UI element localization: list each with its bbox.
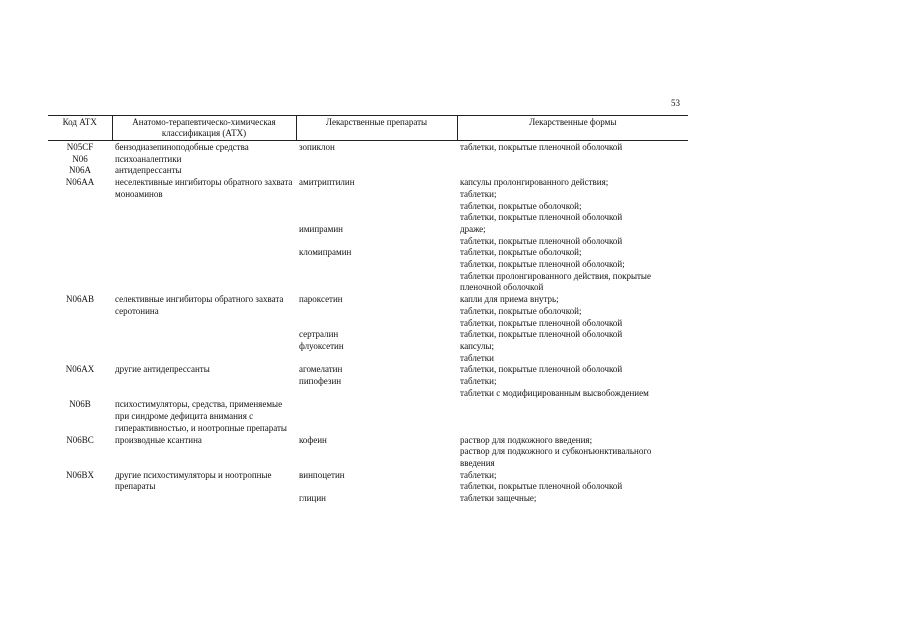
cell-classification [112,341,296,364]
cell-classification: неселективные ингибиторы обратного захвата моноаминов [115,177,293,199]
cell-drug: имипрамин [299,223,343,234]
table-row [48,493,688,505]
cell-atc-code: N06BX [65,469,94,480]
cell-dosage-forms: драже; таблетки, покрытые пленочной оболочкой [460,223,623,246]
page-number: 53 [671,98,680,108]
table-row [48,399,688,434]
cell-atc-code: N06BC [66,434,94,445]
cell-atc-code [48,224,112,247]
cell-dosage-forms: капли для приема внутрь; таблетки, покрытые оболочкой; таблетки, покрытые пленочной оболочкой [460,294,623,328]
cell-dosage-forms: таблетки, покрытые пленочной оболочкой [460,142,623,152]
cell-atc-code: N05CF N06 N06A [66,142,94,176]
cell-dosage-forms: таблетки защечные; [460,493,537,504]
cell-drug: винпоцетин [299,469,345,480]
cell-drug: зопиклон [299,142,335,152]
cell-classification: бензодиазепиноподобные средства психоаналептики антидепрессанты [115,142,249,176]
header-drugs: Лекарственные препараты [296,116,457,141]
table-header-row [48,116,688,141]
cell-classification [112,493,296,505]
cell-drug: сертралин [299,329,339,340]
cell-classification: другие психостимуляторы и ноотропные препараты [115,469,272,492]
cell-classification [112,329,296,341]
cell-drug: агомелатин пипофезин [299,364,343,387]
cell-drug: флуоксетин [299,340,344,351]
cell-classification: другие антидепрессанты [115,364,210,375]
drug-table-container [48,115,688,505]
header-atc-classification: Анатомо-терапевтическо-химическая классификация (АТХ) [112,116,296,141]
table-body [48,141,688,505]
cell-dosage-forms: капсулы пролонгированного действия; таблетки; таблетки, покрытые оболочкой; таблетки, покрытые пленочной оболочкой [460,177,623,223]
cell-atc-code [48,493,112,505]
cell-drug: амитриптилин [299,177,355,188]
cell-drug: кломипрамин [299,247,352,258]
table-row [48,329,688,341]
cell-atc-code: N06AA [65,177,95,188]
cell-drug [296,399,457,434]
cell-dosage-forms: таблетки, покрытые пленочной оболочкой [460,329,623,340]
cell-atc-code [48,329,112,341]
table-row [48,470,688,493]
cell-atc-code [48,247,112,294]
header-dosage-forms: Лекарственные формы [457,116,688,141]
table-row [48,341,688,364]
cell-dosage-forms [457,399,688,434]
cell-dosage-forms: таблетки; таблетки, покрытые пленочной оболочкой [460,469,623,492]
cell-classification: производные ксантина [115,434,202,445]
table-row [48,141,688,178]
cell-drug: кофеин [299,434,327,445]
table-row [48,435,688,470]
cell-atc-code [48,341,112,364]
table-row [48,177,688,224]
cell-dosage-forms: раствор для подкожного введения; раствор для подкожного и субконъюнктивального введения [460,434,652,468]
cell-classification [112,247,296,294]
drug-table [48,115,688,505]
cell-drug: пароксетин [299,294,343,305]
cell-classification: психостимуляторы, средства, применяемые при синдроме дефицита внимания с гиперактивностью, и ноотропные препараты [115,399,287,433]
cell-atc-code: N06AX [65,364,95,375]
cell-dosage-forms: таблетки, покрытые оболочкой; таблетки, покрытые пленочной оболочкой; таблетки пролонгированного действия, покрытые пленочной оболочкой [460,247,651,293]
cell-atc-code: N06AB [65,294,94,305]
cell-dosage-forms: таблетки, покрытые пленочной оболочкой таблетки; таблетки с модифицированным высвобождением [460,364,649,398]
cell-classification [112,224,296,247]
cell-classification: селективные ингибиторы обратного захвата серотонина [115,294,284,316]
table-row [48,224,688,247]
cell-atc-code: N06B [69,399,91,410]
table-row [48,294,688,329]
header-atc-code: Код АТХ [48,116,112,141]
table-row [48,364,688,399]
cell-drug: глицин [299,493,326,504]
table-row [48,247,688,294]
cell-dosage-forms: капсулы; таблетки [460,340,495,363]
